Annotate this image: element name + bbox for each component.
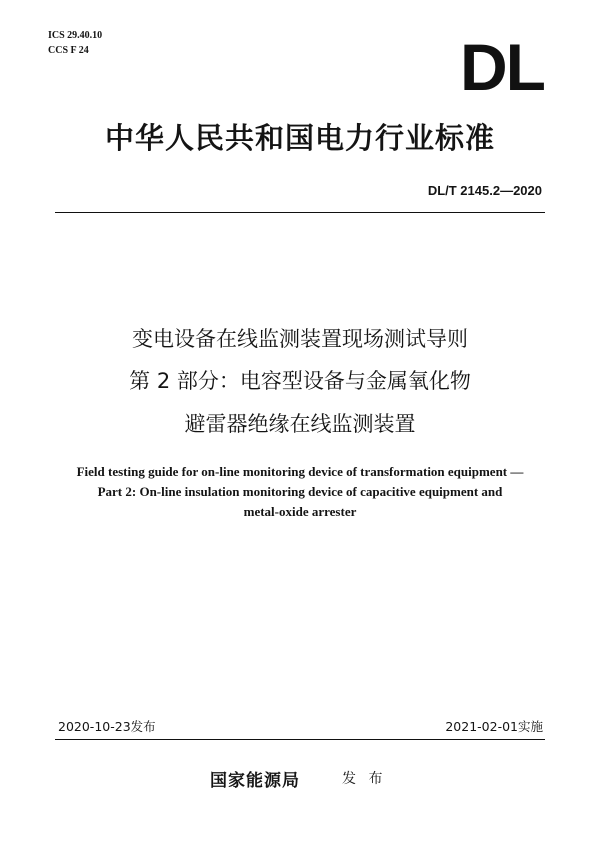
title-zh-line-1: 变电设备在线监测装置现场测试导则 [132,327,468,351]
top-divider [55,212,545,213]
standard-number: DL/T 2145.2—2020 [427,183,542,198]
standard-category-title: 中华人民共和国电力行业标准 [104,121,495,155]
title-en-line-3: metal-oxide arrester [243,504,357,519]
publish-label: 发 布 [342,771,387,787]
publisher-name: 国家能源局 [210,771,300,791]
title-en-line-2: Part 2: On-line insulation monitoring device of capacitive equipment and [97,484,503,499]
title-zh-line-3: 避雷器绝缘在线监测装置 [184,412,416,436]
ccs-code: CCS F 24 [48,45,89,56]
issue-date: 2020-10-23发布 [58,719,156,734]
title-zh-line-2: 第 2 部分：电容型设备与金属氧化物 [129,369,471,393]
ics-code: ICS 29.40.10 [48,30,103,41]
dl-logo: DL [460,30,544,104]
implementation-date: 2021-02-01实施 [445,719,543,734]
bottom-divider [55,739,545,740]
title-en-line-1: Field testing guide for on-line monitoring device of transformation equipment — [76,464,524,479]
